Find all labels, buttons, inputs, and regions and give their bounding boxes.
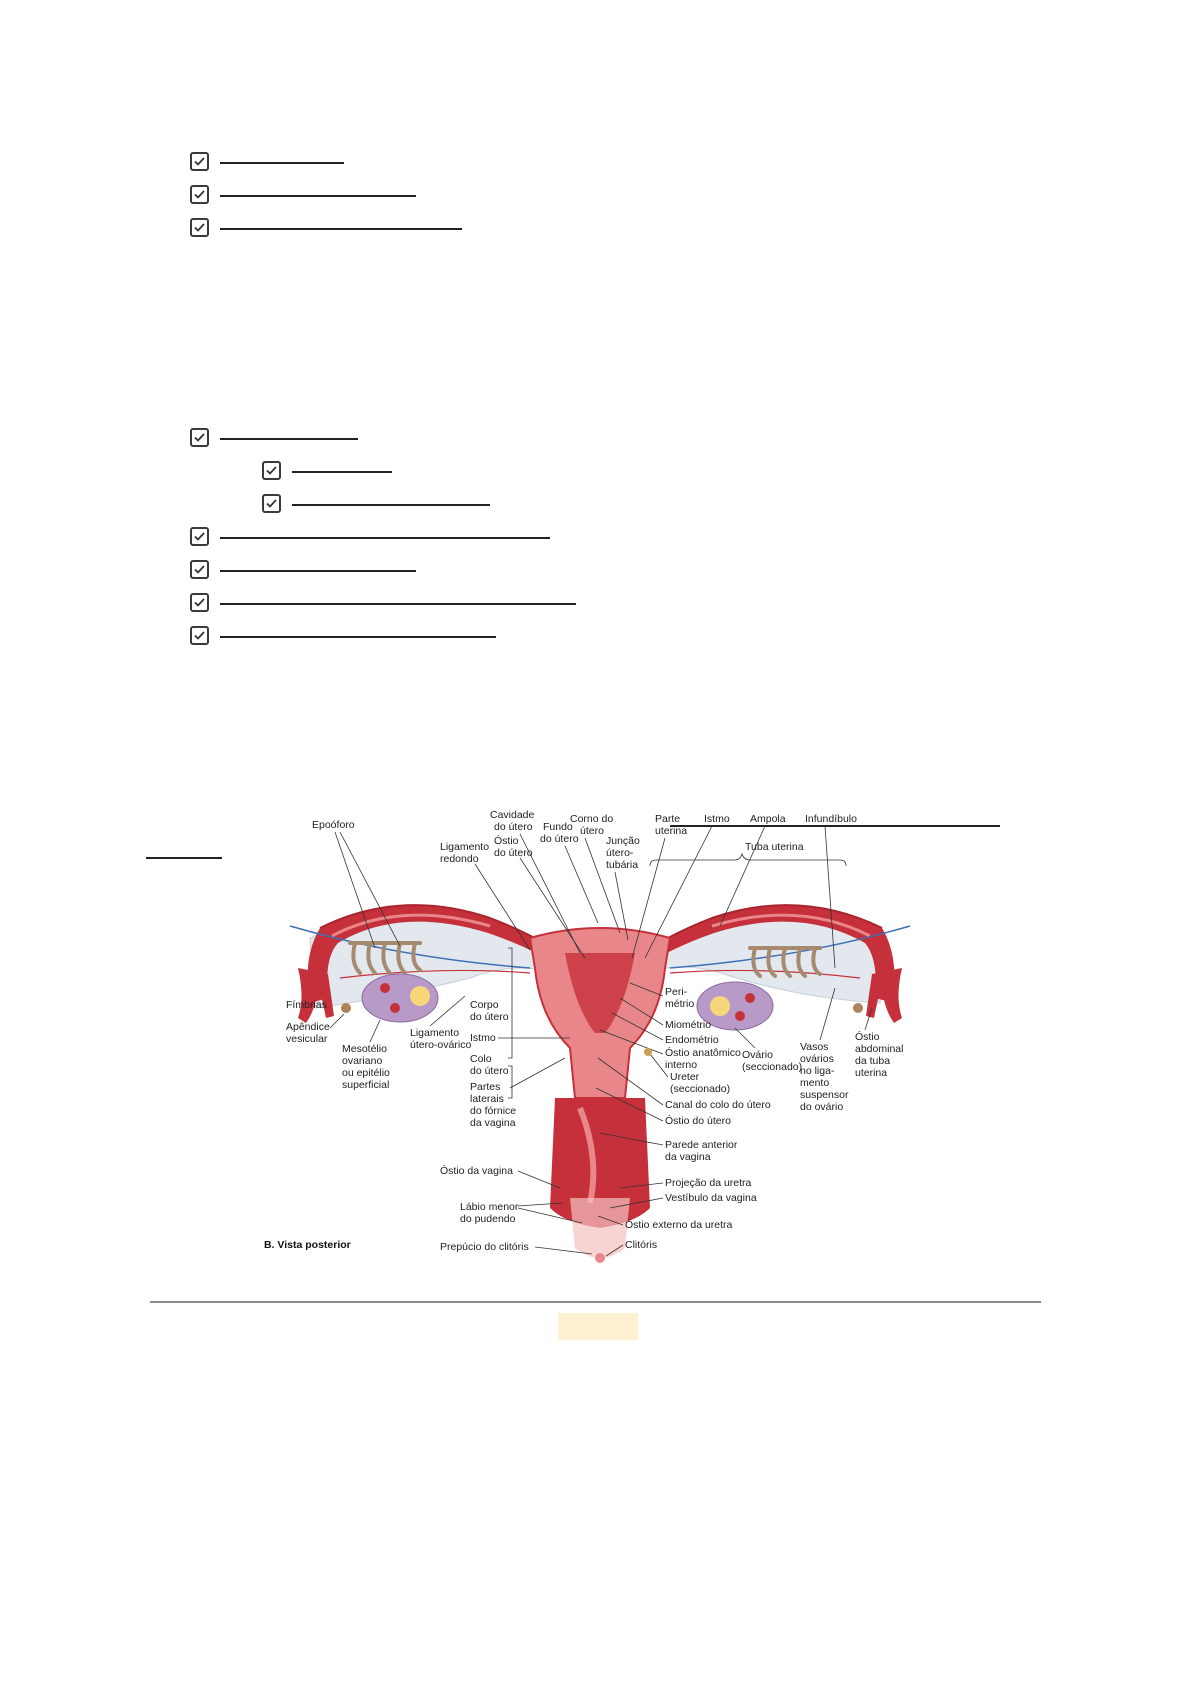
label-ostio-utero-top: Óstio do útero <box>494 835 533 859</box>
redacted-text-line <box>220 570 416 572</box>
redacted-text-line <box>220 195 416 197</box>
checkbox-checked-icon[interactable] <box>190 527 209 546</box>
label-tuba-uterina: Tuba uterina <box>745 841 804 853</box>
label-apendice: Apêndice vesicular <box>286 1021 330 1045</box>
label-projecao-uretra: Projeção da uretra <box>665 1177 752 1189</box>
redacted-text-line <box>220 162 344 164</box>
left-ovary <box>362 974 438 1022</box>
redacted-text-line <box>220 438 358 440</box>
redacted-text-line <box>220 603 576 605</box>
label-fundo: Fundo do útero <box>540 821 579 845</box>
label-ligamento-redondo: Ligamento redondo <box>440 841 490 865</box>
label-epooforo: Epoóforo <box>312 819 355 831</box>
label-ostio-anatomico: Óstio anatômico interno <box>665 1047 741 1071</box>
label-lig-utero-ovarico: Ligamento útero-ovárico <box>410 1027 472 1051</box>
label-perimetrio: Peri-métrio <box>665 986 695 1010</box>
redacted-text-line <box>292 504 490 506</box>
label-prepucio: Prepúcio do clitóris <box>440 1241 529 1253</box>
checkbox-checked-icon[interactable] <box>190 560 209 579</box>
label-fimbrias: Fímbrias <box>286 999 327 1011</box>
checkbox-checked-icon[interactable] <box>190 626 209 645</box>
highlight-block <box>558 1313 638 1340</box>
label-canal-colo: Canal do colo do útero <box>665 1099 771 1111</box>
redacted-text-line <box>292 471 392 473</box>
label-corno: Corno do útero <box>570 813 614 837</box>
redacted-text-line <box>220 537 550 539</box>
label-ostio-abdominal: Óstio abdominal da tuba uterina <box>855 1031 904 1079</box>
redacted-text-line <box>220 636 496 638</box>
uterus-anatomy-figure <box>264 809 920 1288</box>
checkbox-checked-icon[interactable] <box>190 428 209 447</box>
label-labio-menor: Lábio menor do pudendo <box>460 1201 519 1225</box>
appendix-vesicularis <box>341 1003 351 1013</box>
label-colo: Colo do útero <box>470 1053 509 1077</box>
redacted-text-line <box>220 228 462 230</box>
checkbox-checked-icon[interactable] <box>190 185 209 204</box>
clitoris-shape <box>595 1253 605 1263</box>
redacted-text-line <box>146 857 222 859</box>
label-ostio-vagina: Óstio da vagina <box>440 1165 513 1177</box>
checkbox-checked-icon[interactable] <box>262 494 281 513</box>
checkbox-checked-icon[interactable] <box>190 152 209 171</box>
label-juncao: Junção útero-tubária <box>606 835 640 871</box>
label-mesotelio: Mesotélio ovariano ou epitélio superficial <box>342 1043 390 1091</box>
label-clitoris: Clitóris <box>625 1239 658 1251</box>
label-cavidade: Cavidade do útero <box>490 809 535 833</box>
horizontal-rule <box>150 1301 1041 1303</box>
label-vestibulo: Vestíbulo da vagina <box>665 1192 757 1204</box>
label-infundibulo: Infundíbulo <box>805 813 857 825</box>
checkbox-checked-icon[interactable] <box>190 593 209 612</box>
label-ureter: Ureter (seccionado) <box>670 1071 731 1095</box>
label-endometrio: Endométrio <box>665 1034 719 1046</box>
label-ostio-utero-bottom: Óstio do útero <box>665 1115 731 1127</box>
label-miometrio: Miométrio <box>665 1019 712 1031</box>
figure-caption: B. Vista posterior <box>264 1239 351 1251</box>
label-parede-anterior: Parede anterior da vagina <box>665 1139 738 1163</box>
label-parte-uterina: Parte uterina <box>655 813 688 837</box>
label-istmo: Istmo <box>470 1032 496 1044</box>
label-istmo-tuba: Istmo <box>704 813 730 825</box>
checkbox-checked-icon[interactable] <box>190 218 209 237</box>
label-ovario: Ovário (seccionado) <box>742 1049 803 1073</box>
label-ostio-externo-uretra: Óstio externo da uretra <box>625 1219 733 1231</box>
label-partes-laterais: Partes laterais do fórnice da vagina <box>470 1081 517 1129</box>
label-corpo: Corpo do útero <box>470 999 509 1023</box>
checkbox-checked-icon[interactable] <box>262 461 281 480</box>
label-vasos-ovaricos: Vasos ovários no liga-mento suspensor do ovário <box>800 1041 849 1113</box>
label-ampola: Ampola <box>750 813 786 825</box>
redacted-text-line <box>670 825 1000 827</box>
